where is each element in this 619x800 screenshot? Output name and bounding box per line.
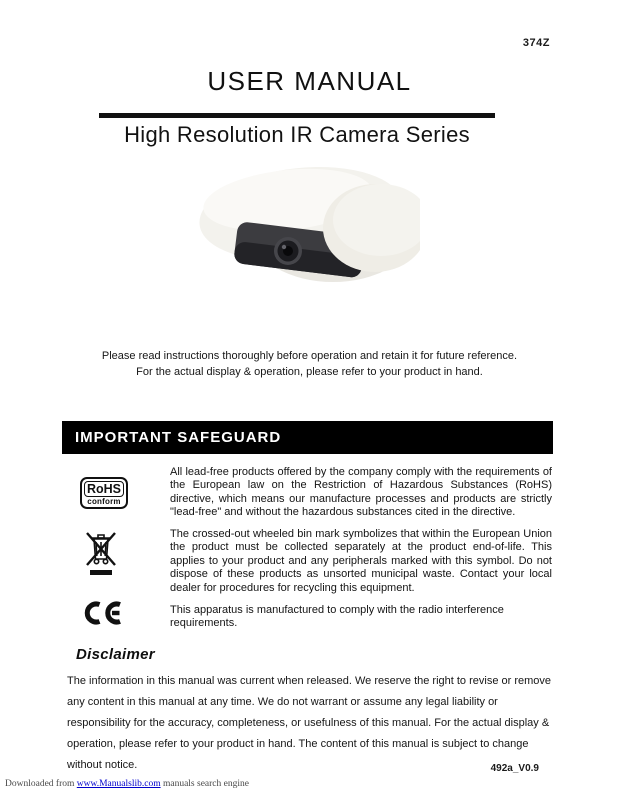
manualslib-link[interactable]: www.Manualslib.com: [76, 779, 161, 789]
watermark-suffix: manuals search engine: [160, 779, 249, 789]
crossed-out-wheeled-bin-icon: [83, 530, 119, 578]
watermark-footer: [5, 779, 249, 789]
rohs-logo-text: RoHS: [84, 481, 124, 497]
intro-line-1: Please read instructions thoroughly before operation and retain it for future reference.: [101, 350, 518, 362]
disclaimer-body: The information in this manual was current when released. We reserve the right to revise or remove any content in this manual at any time. We do not warrant or assume any legal liability or responsibility for the accuracy, completeness, or usefulness of this manual. For the actual display & operation, please refer to your product in hand. The content of this manual is subject to change without notice.: [67, 675, 552, 771]
safeguard-paragraph-rohs: All lead-free products offered by the company comply with the requirements of the European law on the Restriction of Hazardous Substances (RoHS) directive, which means our manufacture processes and products are strictly "lead-free" and without the hazardous substances cited in the directive.: [170, 466, 552, 519]
intro-note: [0, 349, 619, 380]
disclaimer-heading: Disclaimer: [76, 646, 155, 663]
safeguard-paragraph-ce: This apparatus is manufactured to comply with the radio interference requirements.: [170, 604, 504, 630]
document-version: 492a_V0.9: [490, 763, 539, 774]
rohs-conform-logo: [80, 477, 128, 509]
document-code: 374Z: [522, 37, 550, 49]
intro-line-2: For the actual display & operation, please refer to your product in hand.: [136, 365, 483, 378]
watermark-prefix: Downloaded from: [5, 779, 77, 789]
camera-product-photo: [183, 162, 420, 292]
dome-camera-illustration: [183, 162, 420, 292]
ce-mark-icon: [83, 600, 123, 626]
title-divider-rule: [99, 113, 495, 118]
important-safeguard-banner: [62, 421, 553, 454]
page-subtitle: High Resolution IR Camera Series: [124, 122, 470, 147]
rohs-conform-text: conform: [87, 497, 121, 506]
page-title: USER MANUAL: [207, 66, 412, 96]
important-safeguard-heading: IMPORTANT SAFEGUARD: [75, 429, 282, 446]
safeguard-paragraph-weee: The crossed-out wheeled bin mark symbolizes that within the European Union the product must be collected separately at the product end-of-life. This applies to your product and any peripherals marked with this symbol. Do not dispose of these products as unsorted municipal waste. Contact your local dealer for procedures for recycling this equipment.: [170, 528, 552, 594]
